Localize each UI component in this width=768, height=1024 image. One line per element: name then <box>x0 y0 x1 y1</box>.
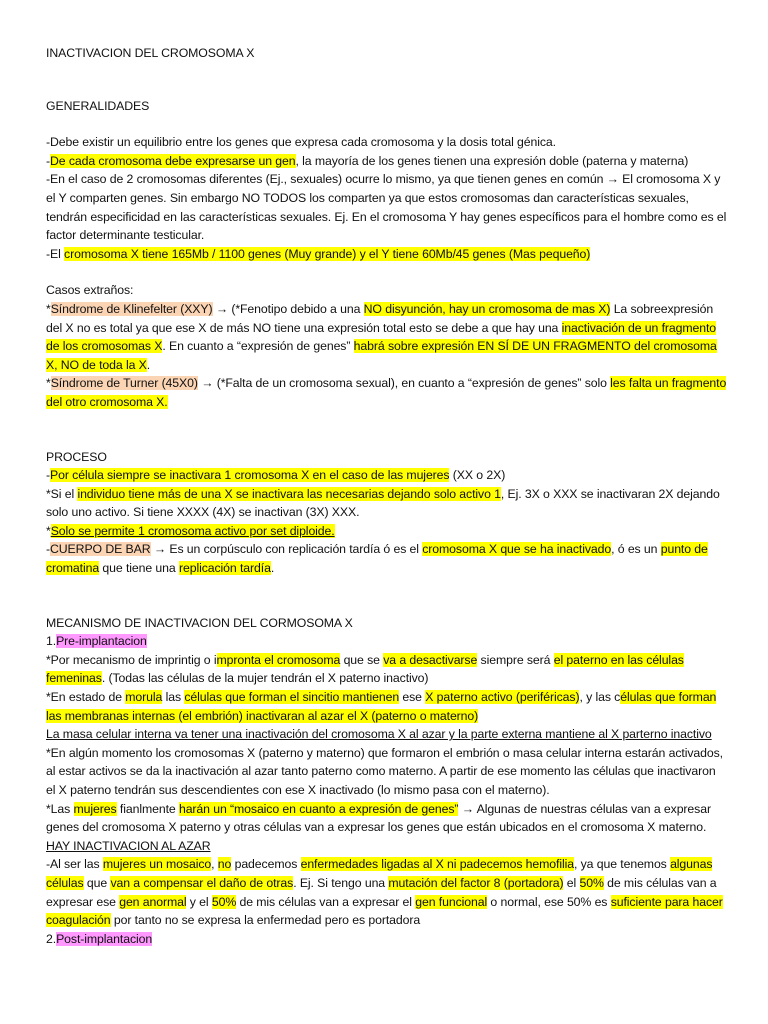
highlighted-text: células que forman el sincitio mantienen <box>184 690 400 705</box>
text: * <box>46 523 51 538</box>
text: * <box>46 301 51 316</box>
text: las <box>162 690 185 705</box>
text: siempre será <box>477 652 554 667</box>
highlighted-text: punto de cromatina <box>46 542 708 576</box>
underlined-paragraph: La masa celular interna va tener una inactivación del cromosoma X al azar y la parte externa mantiene al X parterno inactivo <box>46 727 712 742</box>
heading-casos-extranos: Casos extraños: <box>46 283 134 298</box>
text: padecemos <box>231 857 301 872</box>
highlighted-text: mutación del factor 8 (portadora) <box>388 875 564 890</box>
text: - <box>46 542 50 557</box>
highlighted-text: Síndrome de Turner (45X0) <box>50 376 198 391</box>
highlighted-text: 50% <box>211 894 237 909</box>
paragraph <box>46 485 728 522</box>
text: , <box>211 857 218 872</box>
paragraph <box>46 688 728 725</box>
text: → Es un corpúsculo con replicación tardía ó es el <box>150 542 423 557</box>
highlighted-text: élulas que forman las membranas internas (el embrión) inactivaran al azar el X (paterno o materno) <box>46 690 717 723</box>
text: 2. <box>46 931 57 946</box>
text: . <box>146 357 151 372</box>
text: , ó es un <box>611 542 661 557</box>
text: , y las c <box>579 690 621 705</box>
highlighted-text: el paterno en las células femeninas <box>46 652 684 686</box>
highlighted-text: mujeres <box>73 801 117 816</box>
subsection-post-implantacion <box>46 930 728 949</box>
heading-proceso: PROCESO <box>46 449 107 464</box>
highlighted-text: no <box>217 857 232 872</box>
paragraph <box>46 651 728 688</box>
highlighted-text: suficiente para hacer coagulación <box>46 894 723 928</box>
paragraph-cuerpo-de-bar <box>46 540 728 577</box>
text: o normal, ese 50% es <box>487 894 611 909</box>
subsection-pre-implantacion <box>46 632 728 651</box>
paragraph-turner <box>46 374 728 411</box>
text: el <box>563 875 580 890</box>
text: fianlmente <box>116 801 179 816</box>
text: que <box>83 875 111 890</box>
highlighted-text: 50% <box>579 875 604 890</box>
text: , ya que tenemos <box>574 857 671 872</box>
paragraph: -Debe existir un equilibrio entre los genes que expresa cada cromosoma y la dosis total génica. <box>46 135 556 150</box>
paragraph: -En el caso de 2 cromosomas diferentes (Ej., sexuales) ocurre lo mismo, ya que tienen genes en común → El cromosoma X y el Y comparten genes. Sin embargo NO TODOS los comparten ya que estos cromosomas dan características sexuales, tendrán especificidad en las características sexuales. Ej. En el cromosoma Y hay genes específicos para el hombre como es el factor determinante testicular. <box>46 172 727 243</box>
text: . Ej. Si tengo una <box>293 875 389 890</box>
highlighted-text: les falta un fragmento del otro cromosoma X. <box>46 376 727 409</box>
text: de mis células van a expresar el <box>236 894 416 909</box>
text: → (*Falta de un cromosoma sexual), en cuanto a “expresión de genes” solo <box>197 376 611 391</box>
highlighted-text: replicación tardía <box>178 561 271 576</box>
text: *Por mecanismo de imprintig o i <box>46 652 217 667</box>
paragraph <box>46 522 728 541</box>
highlighted-text: cromosoma X que se ha inactivado <box>422 542 612 557</box>
highlighted-text: gen anormal <box>119 894 187 909</box>
paragraph-klinefelter <box>46 300 728 374</box>
text: → (*Fenotipo debido a una <box>212 301 364 316</box>
text: y el <box>186 894 212 909</box>
highlighted-text: Solo se permite 1 cromosoma activo por set diploide. <box>50 523 335 538</box>
highlighted-text: inactivación de un fragmento de los cromosomas X <box>46 320 717 354</box>
highlighted-text: CUERPO DE BAR <box>50 542 151 557</box>
highlighted-text: morula <box>125 690 163 705</box>
paragraph <box>46 855 728 929</box>
text: que tiene una <box>99 561 179 576</box>
text: que se <box>340 652 384 667</box>
text: . <box>270 561 275 576</box>
highlighted-text: algunas células <box>46 857 713 890</box>
text: - <box>46 468 50 483</box>
paragraph <box>46 152 728 171</box>
highlighted-text: De cada cromosoma debe expresarse un gen <box>50 153 296 168</box>
highlighted-text: Pre-implantacion <box>56 634 147 649</box>
paragraph <box>46 800 728 837</box>
text: *En estado de <box>46 690 126 705</box>
text: → Algunas de nuestras células van a expresar genes del cromosoma X paterno y otras células van a expresar los genes que están ubicados en el cromosoma X materno. <box>46 801 711 835</box>
heading-mecanismo: MECANISMO DE INACTIVACION DEL CORMOSOMA X <box>46 615 353 630</box>
text: por tanto no se expresa la enfermedad pero es portadora <box>110 913 421 928</box>
highlighted-text: Por célula siempre se inactivara 1 cromosoma X en el caso de las mujeres <box>50 468 450 483</box>
highlighted-text: enfermedades ligadas al X ni padecemos hemofilia <box>300 857 574 872</box>
highlighted-text: Síndrome de Klinefelter (XXY) <box>50 301 213 316</box>
highlighted-text: NO disyunción, hay un cromosoma de mas X) <box>363 301 611 316</box>
text: , la mayoría de los genes tienen una expresión doble (paterna y materna) <box>295 153 689 168</box>
heading-generalidades: GENERALIDADES <box>46 98 150 113</box>
document-title: INACTIVACION DEL CROMOSOMA X <box>46 46 255 60</box>
highlighted-text: X paterno activo (periféricas) <box>425 690 580 705</box>
text: , Ej. 3X o XXX se inactivaran 2X dejando solo uno activo. Si tiene XXXX (4X) se inactivan (3X) XXX. <box>46 486 720 520</box>
text: *Si el <box>46 486 78 501</box>
highlighted-text: van a compensar el daño de otras <box>110 875 294 890</box>
text: La sobreexpresión del X no es total ya que ese X de más NO tiene una expresión total esto se debe a que hay una <box>46 301 714 335</box>
highlighted-text: va a desactivarse <box>383 652 478 667</box>
text: 1. <box>46 634 57 649</box>
text: - <box>46 153 50 168</box>
highlighted-text: Post-implantacion <box>56 931 153 946</box>
text: ese <box>399 690 426 705</box>
text: *Las <box>46 801 74 816</box>
paragraph <box>46 466 728 485</box>
paragraph: *En algún momento los cromosomas X (paterno y materno) que formaron el embrión o masa celular interna estarán activados, al estar activos se da la inactivación al azar tanto paterno como materno. A partir de ese momento las células que inactivaron el X paterno tendrán sus descendientes con ese X inactivado (lo mismo pasa con el materno). <box>46 745 723 797</box>
text: . (Todas las células de la mujer tendrán el X paterno inactivo) <box>101 671 429 686</box>
text: -Al ser las <box>46 857 103 872</box>
text: de mis células van a expresar ese <box>46 875 717 909</box>
text: . En cuanto a “expresión de genes” <box>162 339 354 354</box>
text: (XX o 2X) <box>449 468 506 483</box>
highlighted-text: mujeres un mosaico <box>102 857 212 872</box>
text: * <box>46 376 51 391</box>
highlighted-text: cromosoma X tiene 165Mb / 1100 genes (Muy grande) y el Y tiene 60Mb/45 genes (Mas pequeño) <box>64 246 591 261</box>
underlined-heading: HAY INACTIVACION AL AZAR <box>46 838 211 853</box>
highlighted-text: gen funcional <box>415 894 488 909</box>
highlighted-text: mpronta el cromosoma <box>216 652 341 667</box>
paragraph <box>46 245 728 264</box>
text: -El <box>46 246 65 261</box>
highlighted-text: individuo tiene más de una X se inactivara las necesarias dejando solo activo 1 <box>77 486 501 501</box>
highlighted-text: harán un “mosaico en cuanto a expresión de genes” <box>178 801 459 816</box>
highlighted-text: habrá sobre expresión EN SÍ DE UN FRAGMENTO del cromosoma X, NO de toda la X <box>46 339 717 372</box>
